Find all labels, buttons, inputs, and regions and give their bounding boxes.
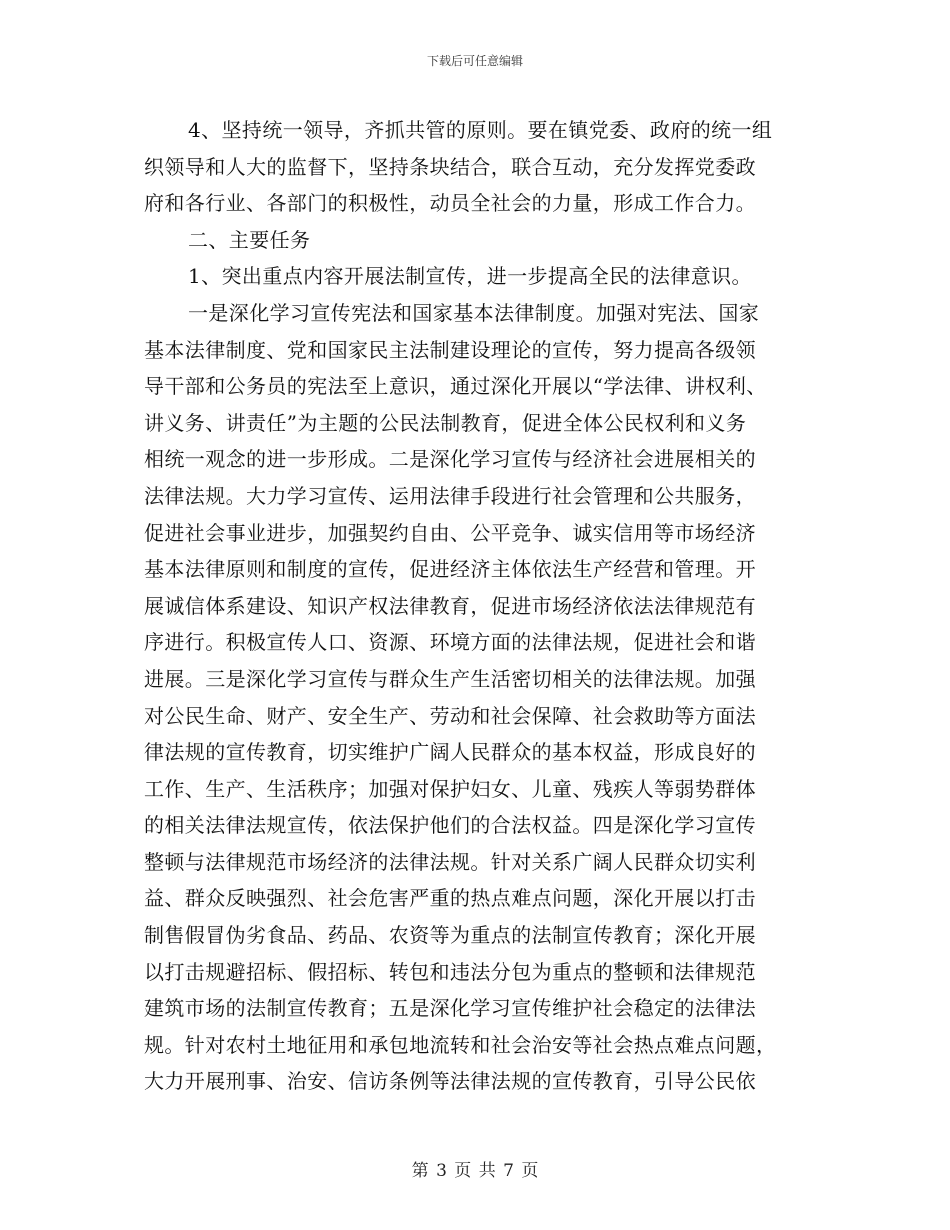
paragraph-line: 进展。三是深化学习宣传与群众生产生活密切相关的法律法规。加强 — [144, 666, 756, 691]
paragraph-line: 展诚信体系建设、知识产权法律教育，促进市场经济依法法律规范有 — [144, 593, 756, 618]
paragraph-line: 以打击规避招标、假招标、转包和违法分包为重点的整顿和法律规范 — [144, 959, 756, 984]
paragraph-line: 导干部和公务员的宪法至上意识，通过深化开展以“学法律、讲权利、 — [144, 374, 767, 399]
paragraph-line: 的相关法律法规宣传，依法保护他们的合法权益。四是深化学习宣传 — [144, 813, 756, 838]
paragraph-line: 4、坚持统一领导，齐抓共管的原则。要在镇党委、政府的统一组 — [188, 118, 773, 142]
paragraph-line: 讲义务、讲责任”为主题的公民法制教育，促进全体公民权利和义务 — [144, 410, 747, 435]
paragraph-line: 相统一观念的进一步形成。二是深化学习宣传与经济社会进展相关的 — [144, 447, 756, 472]
paragraph-line: 益、群众反映强烈、社会危害严重的热点难点问题，深化开展以打击 — [144, 886, 756, 911]
paragraph-line: 建筑市场的法制宣传教育；五是深化学习宣传维护社会稳定的法律法 — [144, 996, 756, 1021]
document-body — [144, 112, 806, 1100]
paragraph-line: 基本法律制度、党和国家民主法制建设理论的宣传，努力提高各级领 — [144, 337, 756, 362]
paragraph-line: 促进社会事业进步，加强契约自由、公平竞争、诚实信用等市场经济 — [144, 520, 756, 545]
paragraph-line: 律法规的宣传教育，切实维护广阔人民群众的基本权益，形成良好的 — [144, 740, 756, 765]
paragraph-line: 规。针对农村土地征用和承包地流转和社会治安等社会热点难点问题， — [144, 1032, 777, 1057]
paragraph-line: 大力开展刑事、治安、信访条例等法律法规的宣传教育，引导公民依 — [144, 1069, 756, 1094]
paragraph-line: 府和各行业、各部门的积极性，动员全社会的力量，形成工作合力。 — [144, 191, 756, 216]
paragraph-line: 一是深化学习宣传宪法和国家基本法律制度。加强对宪法、国家 — [188, 300, 760, 325]
paragraph-line: 制售假冒伪劣食品、药品、农资等为重点的法制宣传教育；深化开展 — [144, 923, 756, 948]
paragraph-line: 法律法规。大力学习宣传、运用法律手段进行社会管理和公共服务， — [144, 483, 756, 508]
paragraph-line: 工作、生产、生活秩序；加强对保护妇女、儿童、残疾人等弱势群体 — [144, 776, 756, 801]
subsection-heading: 1、突出重点内容开展法制宣传，进一步提高全民的法律意识。 — [188, 264, 752, 289]
section-heading: 二、主要任务 — [188, 227, 311, 252]
paragraph-line: 织领导和人大的监督下，坚持条块结合，联合互动，充分发挥党委政 — [144, 154, 756, 179]
paragraph-line: 序进行。积极宣传人口、资源、环境方面的法律法规，促进社会和谐 — [144, 630, 756, 655]
page-header: 下载后可任意编辑 — [426, 54, 523, 68]
paragraph-line: 整顿与法律规范市场经济的法律法规。针对关系广阔人民群众切实利 — [144, 849, 756, 874]
page-number-footer: 第 3 页 共 7 页 — [411, 1161, 539, 1181]
paragraph-line: 对公民生命、财产、安全生产、劳动和社会保障、社会救助等方面法 — [144, 703, 756, 728]
paragraph-line: 基本法律原则和制度的宣传，促进经济主体依法生产经营和管理。开 — [144, 557, 756, 582]
